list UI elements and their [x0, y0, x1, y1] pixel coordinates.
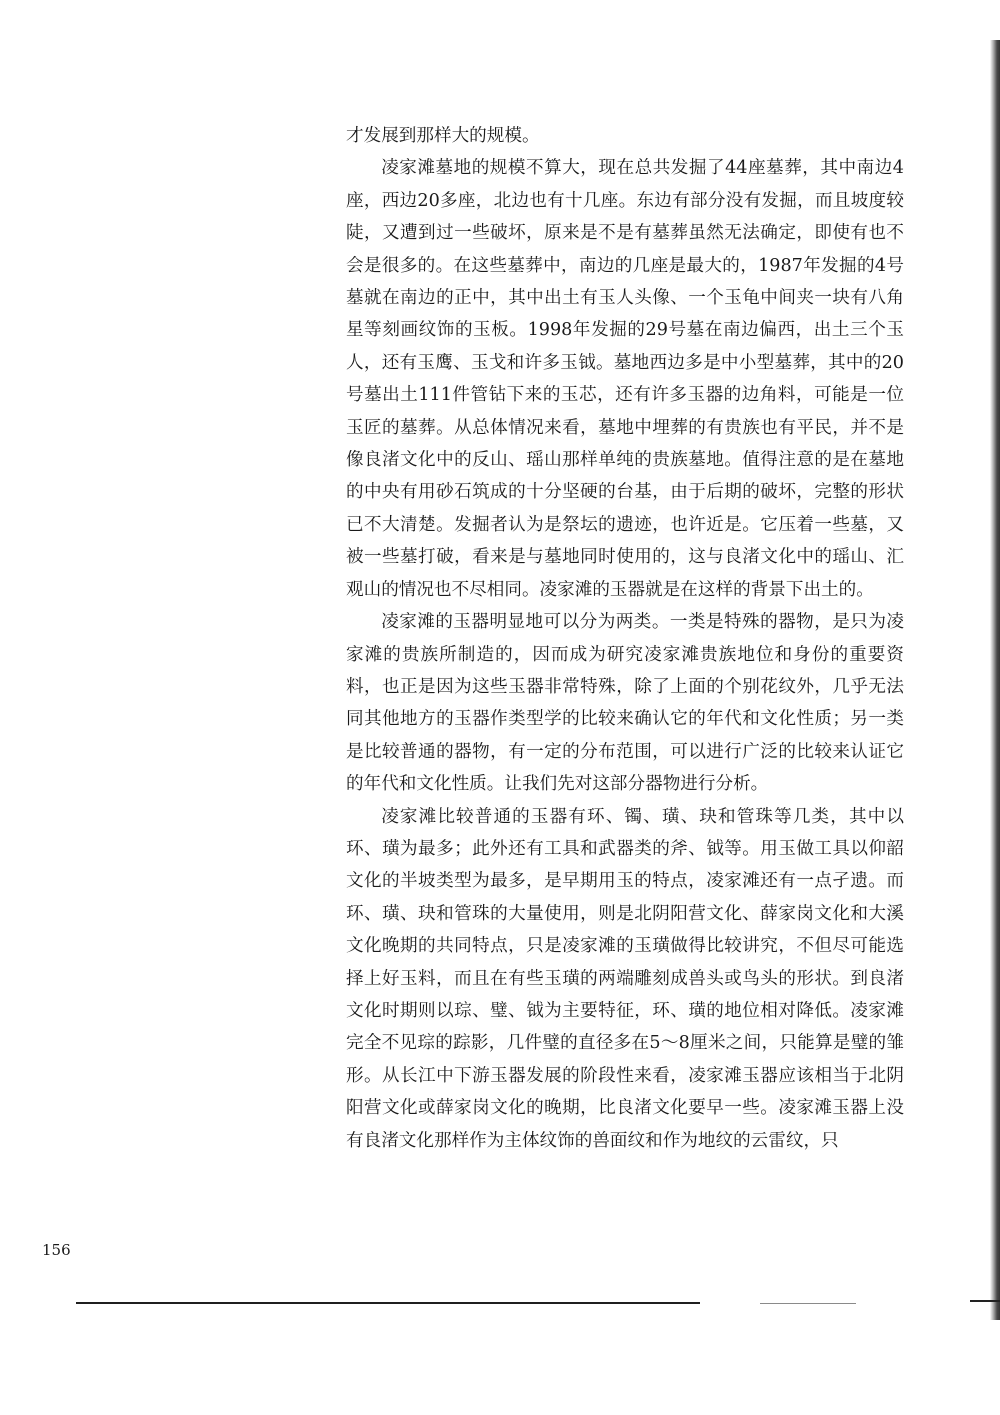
scan-spine-shadow: [990, 40, 1000, 1320]
bottom-rule-faint: [760, 1303, 856, 1304]
paragraph-continued: 才发展到那样大的规模。: [346, 126, 540, 146]
bottom-rule: [76, 1302, 700, 1304]
body-text: [346, 120, 904, 1157]
paragraph: 凌家滩的玉器明显地可以分为两类。一类是特殊的器物，是只为凌家滩的贵族所制造的，因而成为研究凌家滩贵族地位和身份的重要资料，也正是因为这些玉器非常特殊，除了上面的个别花纹外，几乎无法同其他地方的玉器作类型学的比较来确认它的年代和文化性质；另一类是比较普通的器物，有一定的分布范围，可以进行广泛的比较来认证它的年代和文化性质。让我们先对这部分器物进行分析。: [346, 612, 904, 795]
paragraph: 凌家滩比较普通的玉器有环、镯、璜、玦和管珠等几类，其中以环、璜为最多；此外还有工具和武器类的斧、钺等。用玉做工具以仰韶文化的半坡类型为最多，是早期用玉的特点，凌家滩还有一点孑遗。而环、璜、玦和管珠的大量使用，则是北阴阳营文化、薛家岗文化和大溪文化晚期的共同特点，只是凌家滩的玉璜做得比较讲究，不但尽可能选择上好玉料，而且在有些玉璜的两端雕刻成兽头或鸟头的形状。到良渚文化时期则以琮、璧、钺为主要特征，环、璜的地位相对降低。凌家滩完全不见琮的踪影，几件璧的直径多在5～8厘米之间，只能算是璧的雏形。从长江中下游玉器发展的阶段性来看，凌家滩玉器应该相当于北阴阳营文化或薛家岗文化的晚期，比良渚文化要早一些。凌家滩玉器上没有良渚文化那样作为主体纹饰的兽面纹和作为地纹的云雷纹，只: [346, 806, 904, 1151]
page-number: 156: [42, 1241, 71, 1259]
paragraph: 凌家滩墓地的规模不算大，现在总共发掘了44座墓葬，其中南边4座，西边20多座，北边也有十几座。东边有部分没有发掘，而且坡度较陡，又遭到过一些破坏，原来是不是有墓葬虽然无法确定，即使有也不会是很多的。在这些墓葬中，南边的几座是最大的，1987年发掘的4号墓就在南边的正中，其中出土有玉人头像、一个玉龟中间夹一块有八角星等刻画纹饰的玉板。1998年发掘的29号墓在南边偏西，出土三个玉人，还有玉鹰、玉戈和许多玉钺。墓地西边多是中小型墓葬，其中的20号墓出土111件管钻下来的玉芯，还有许多玉器的边角料，可能是一位玉匠的墓葬。从总体情况来看，墓地中埋葬的有贵族也有平民，并不是像良渚文化中的反山、瑶山那样单纯的贵族墓地。值得注意的是在墓地的中央有用砂石筑成的十分坚硬的台基，由于后期的破坏，完整的形状已不大清楚。发掘者认为是祭坛的遗迹，也许近是。它压着一些墓，又被一些墓打破，看来是与墓地同时使用的，这与良渚文化中的瑶山、汇观山的情况也不尽相同。凌家滩的玉器就是在这样的背景下出土的。: [346, 158, 904, 600]
scan-edge-mark: [970, 1300, 1000, 1302]
